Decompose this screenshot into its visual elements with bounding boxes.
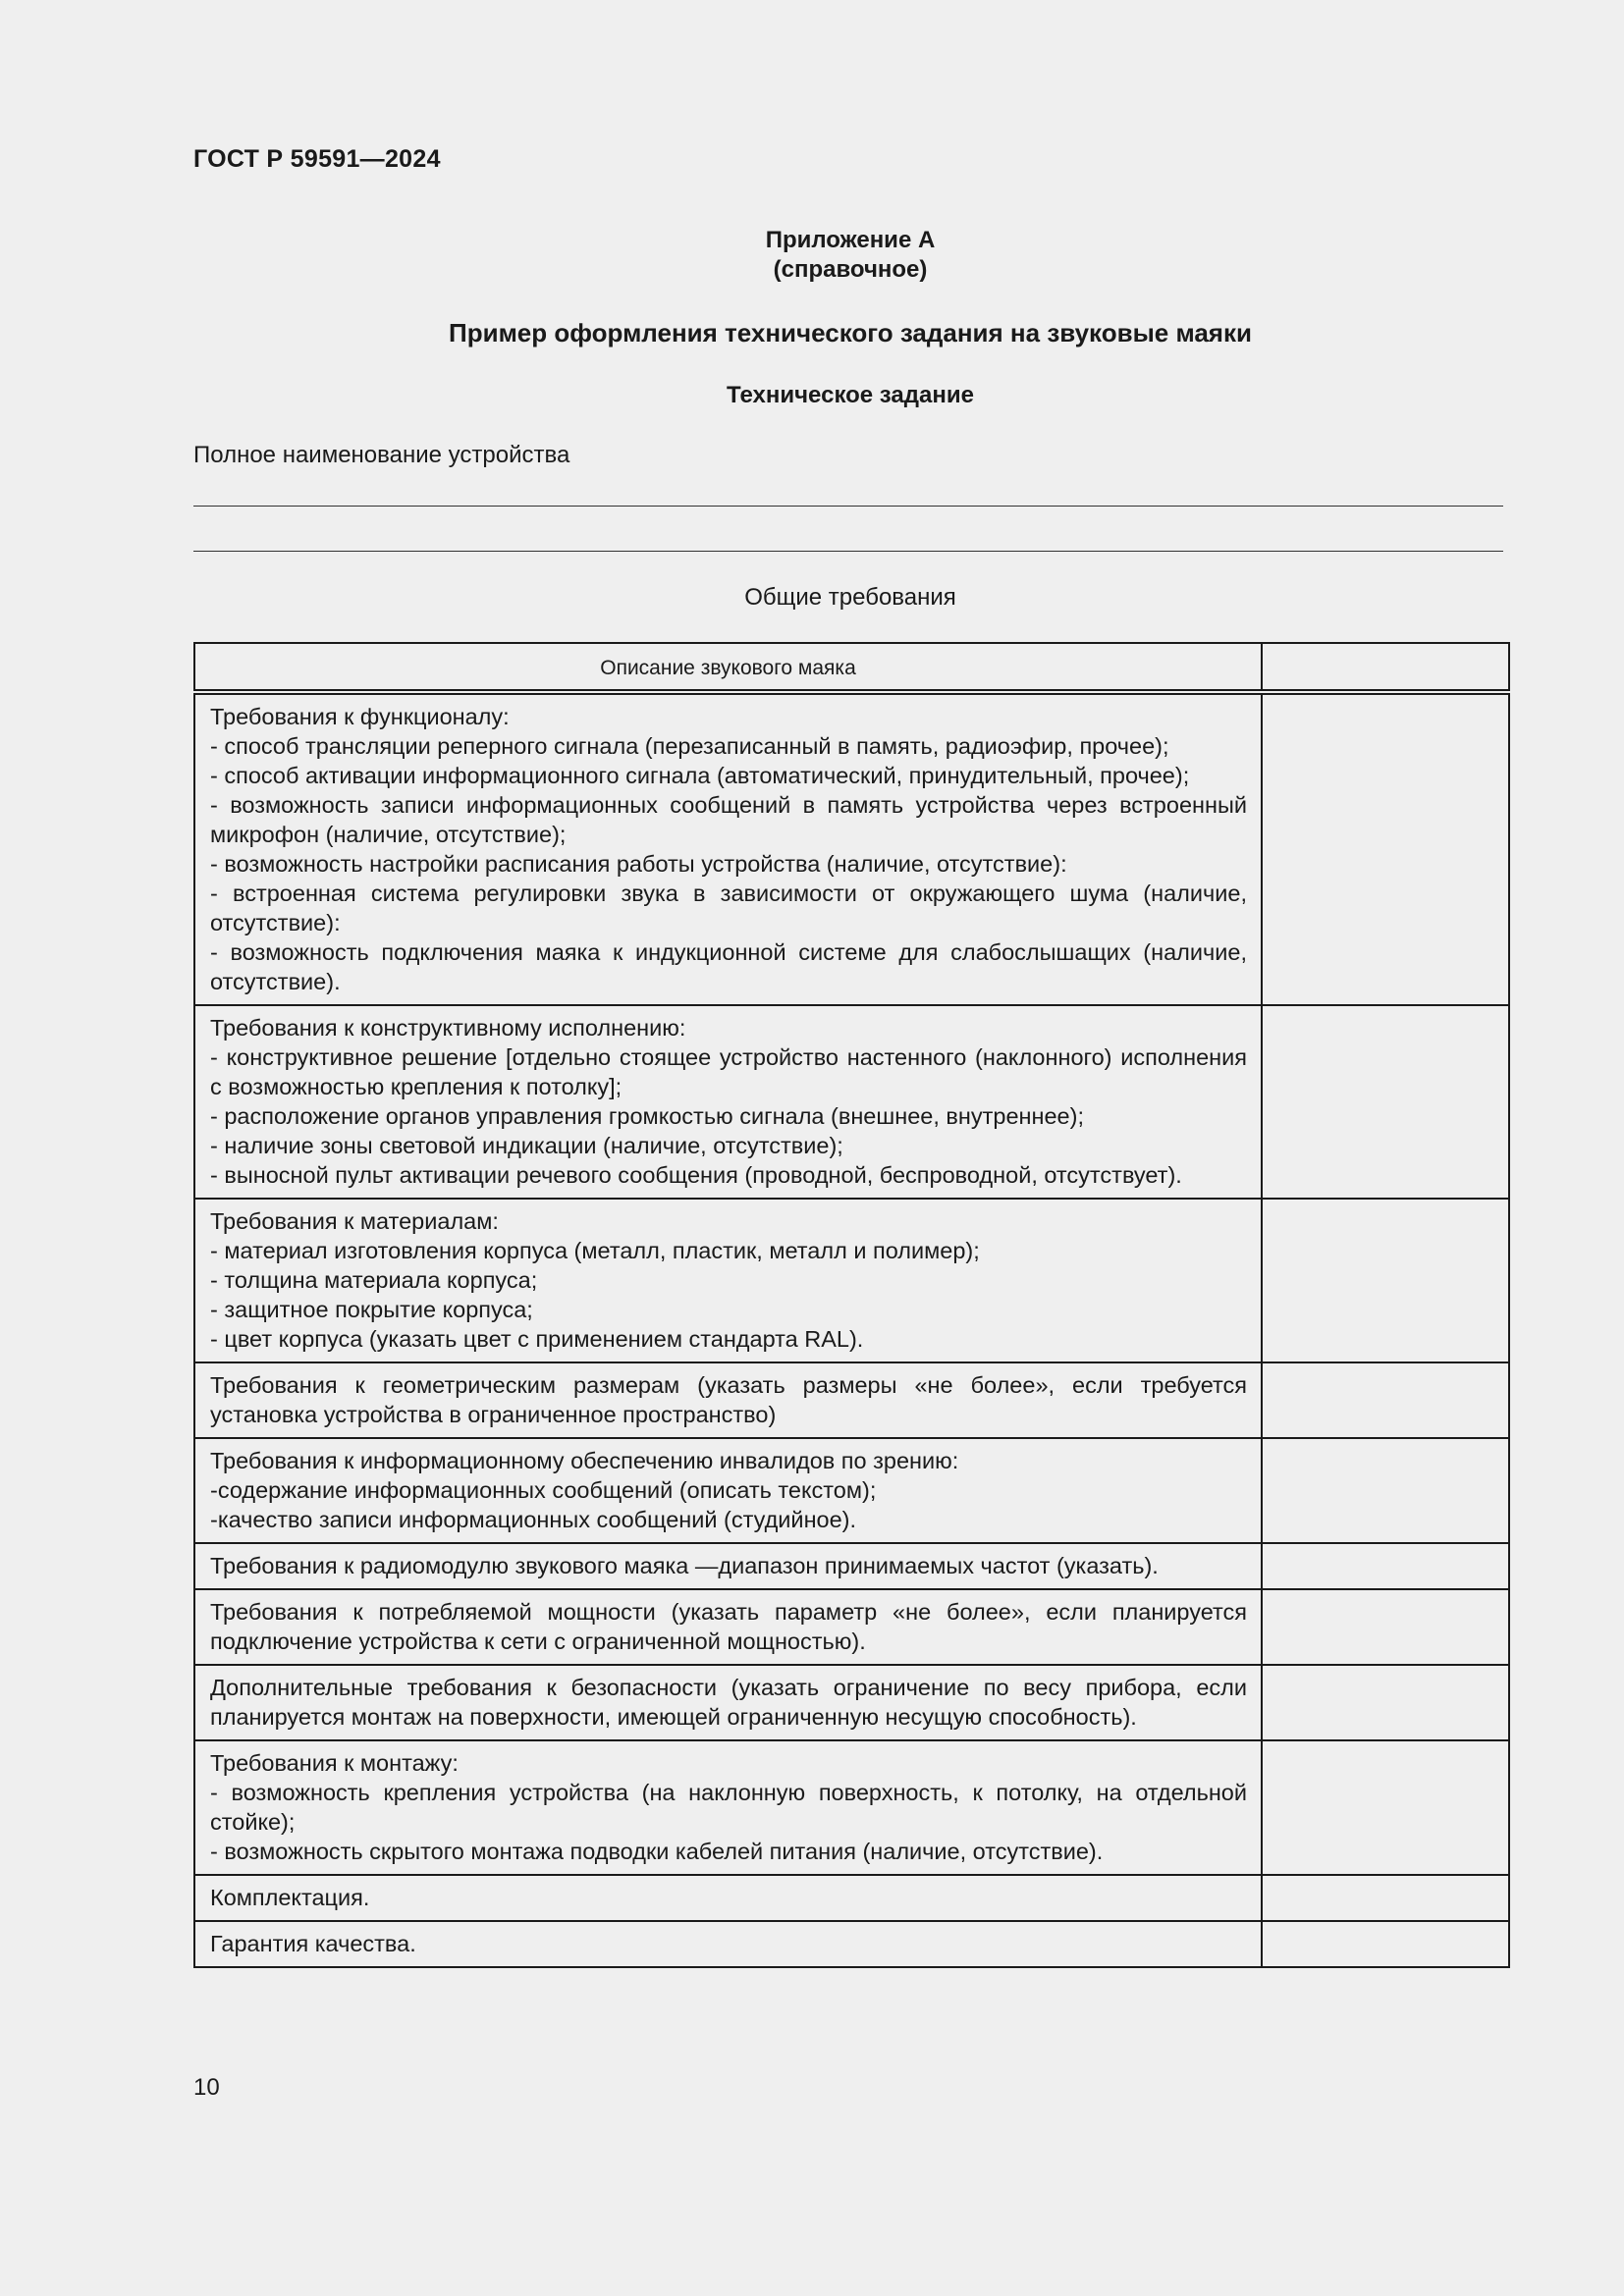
- requirement-line: - возможность записи информационных сообщений в память устройства через встроенный микрофон (наличие, отсутствие);: [210, 792, 1247, 847]
- table-header-value: [1262, 643, 1509, 692]
- table-row: [194, 1740, 1509, 1875]
- requirement-description-cell: [194, 1921, 1262, 1967]
- device-name-label: Полное наименование устройства: [193, 442, 570, 468]
- requirement-description-cell: [194, 1740, 1262, 1875]
- requirement-line: - защитное покрытие корпуса;: [210, 1297, 533, 1322]
- requirement-value-cell: [1262, 1199, 1509, 1362]
- requirement-line: Требования к конструктивному исполнению:: [210, 1015, 686, 1041]
- requirement-line: - возможность подключения маяка к индукционной системе для слабослышащих (наличие, отсутствие).: [210, 939, 1247, 994]
- requirement-value-cell: [1262, 1543, 1509, 1589]
- requirement-description-cell: [194, 1875, 1262, 1921]
- requirement-description-cell: [194, 1199, 1262, 1362]
- requirement-description-cell: [194, 1665, 1262, 1740]
- table-row: [194, 1199, 1509, 1362]
- table-row: [194, 1005, 1509, 1199]
- standard-code: ГОСТ Р 59591—2024: [193, 145, 441, 173]
- requirement-description-cell: [194, 1362, 1262, 1438]
- requirement-description-cell: [194, 1543, 1262, 1589]
- document-subtitle: Техническое задание: [727, 382, 974, 408]
- requirement-line: Комплектация.: [210, 1885, 370, 1910]
- requirement-line: Требования к материалам:: [210, 1208, 499, 1234]
- requirement-line: Требования к информационному обеспечению инвалидов по зрению:: [210, 1448, 959, 1473]
- requirement-line: - расположение органов управления громкостью сигнала (внешнее, внутреннее);: [210, 1103, 1084, 1129]
- requirement-description-cell: [194, 1589, 1262, 1665]
- requirement-value-cell: [1262, 1589, 1509, 1665]
- requirement-description-cell: [194, 692, 1262, 1005]
- table-row: [194, 1921, 1509, 1967]
- requirement-line: Требования к геометрическим размерам (указать размеры «не более», если требуется установка устройства в ограниченное пространство): [210, 1372, 1247, 1427]
- table-row: [194, 692, 1509, 1005]
- requirement-line: - цвет корпуса (указать цвет с применением стандарта RAL).: [210, 1326, 864, 1352]
- requirement-line: - возможность настройки расписания работы устройства (наличие, отсутствие):: [210, 851, 1067, 877]
- page-number: 10: [193, 2074, 220, 2101]
- annex-title: Приложение А: [765, 227, 936, 253]
- requirement-line: -содержание информационных сообщений (описать текстом);: [210, 1477, 877, 1503]
- requirement-line: - способ активации информационного сигнала (автоматический, принудительный, прочее);: [210, 763, 1190, 788]
- table-row: [194, 1438, 1509, 1543]
- requirement-description-cell: [194, 1438, 1262, 1543]
- requirement-value-cell: [1262, 692, 1509, 1005]
- requirement-line: - толщина материала корпуса;: [210, 1267, 538, 1293]
- requirement-line: Требования к потребляемой мощности (указать параметр «не более», если планируется подключение устройства к сети с ограниченной мощностью).: [210, 1599, 1247, 1654]
- document-title: Пример оформления технического задания на звуковые маяки: [449, 318, 1252, 347]
- requirement-value-cell: [1262, 1875, 1509, 1921]
- requirement-value-cell: [1262, 1362, 1509, 1438]
- annex-type: (справочное): [773, 256, 928, 283]
- table-row: [194, 1362, 1509, 1438]
- requirement-line: - наличие зоны световой индикации (наличие, отсутствие);: [210, 1133, 843, 1158]
- requirement-value-cell: [1262, 1005, 1509, 1199]
- requirement-value-cell: [1262, 1921, 1509, 1967]
- table-row: [194, 1589, 1509, 1665]
- requirement-value-cell: [1262, 1740, 1509, 1875]
- table-header-row: [194, 643, 1509, 692]
- requirement-line: Требования к функционалу:: [210, 704, 510, 729]
- requirement-line: - способ трансляции реперного сигнала (перезаписанный в память, радиоэфир, прочее);: [210, 733, 1169, 759]
- annex-heading: [193, 226, 1507, 285]
- table-header-description: Описание звукового маяка: [194, 643, 1262, 692]
- requirement-line: - возможность скрытого монтажа подводки кабелей питания (наличие, отсутствие).: [210, 1839, 1104, 1864]
- table-row: [194, 1875, 1509, 1921]
- requirement-description-cell: [194, 1005, 1262, 1199]
- device-name-fill-line: [193, 506, 1503, 507]
- requirement-value-cell: [1262, 1438, 1509, 1543]
- requirement-line: - возможность крепления устройства (на наклонную поверхность, к потолку, на отдельной стойке);: [210, 1780, 1247, 1835]
- section-title: Общие требования: [744, 584, 956, 611]
- requirement-line: - материал изготовления корпуса (металл, пластик, металл и полимер);: [210, 1238, 980, 1263]
- requirement-line: Требования к радиомодулю звукового маяка —диапазон принимаемых частот (указать).: [210, 1553, 1159, 1578]
- device-name-fill-line-2: [193, 551, 1503, 552]
- requirement-line: Гарантия качества.: [210, 1931, 416, 1956]
- requirement-line: - конструктивное решение [отдельно стоящее устройство настенного (наклонного) исполнения с возможностью крепления к потолку];: [210, 1044, 1247, 1099]
- requirement-value-cell: [1262, 1665, 1509, 1740]
- requirement-line: Требования к монтажу:: [210, 1750, 459, 1776]
- table-row: [194, 1665, 1509, 1740]
- requirement-line: Дополнительные требования к безопасности (указать ограничение по весу прибора, если планируется монтаж на поверхности, имеющей ограниченную несущую способность).: [210, 1675, 1247, 1730]
- requirement-line: - выносной пульт активации речевого сообщения (проводной, беспроводной, отсутствует).: [210, 1162, 1182, 1188]
- requirements-table: [193, 642, 1510, 1968]
- table-row: [194, 1543, 1509, 1589]
- requirement-line: -качество записи информационных сообщений (студийное).: [210, 1507, 857, 1532]
- requirement-line: - встроенная система регулировки звука в зависимости от окружающего шума (наличие, отсутствие):: [210, 881, 1247, 935]
